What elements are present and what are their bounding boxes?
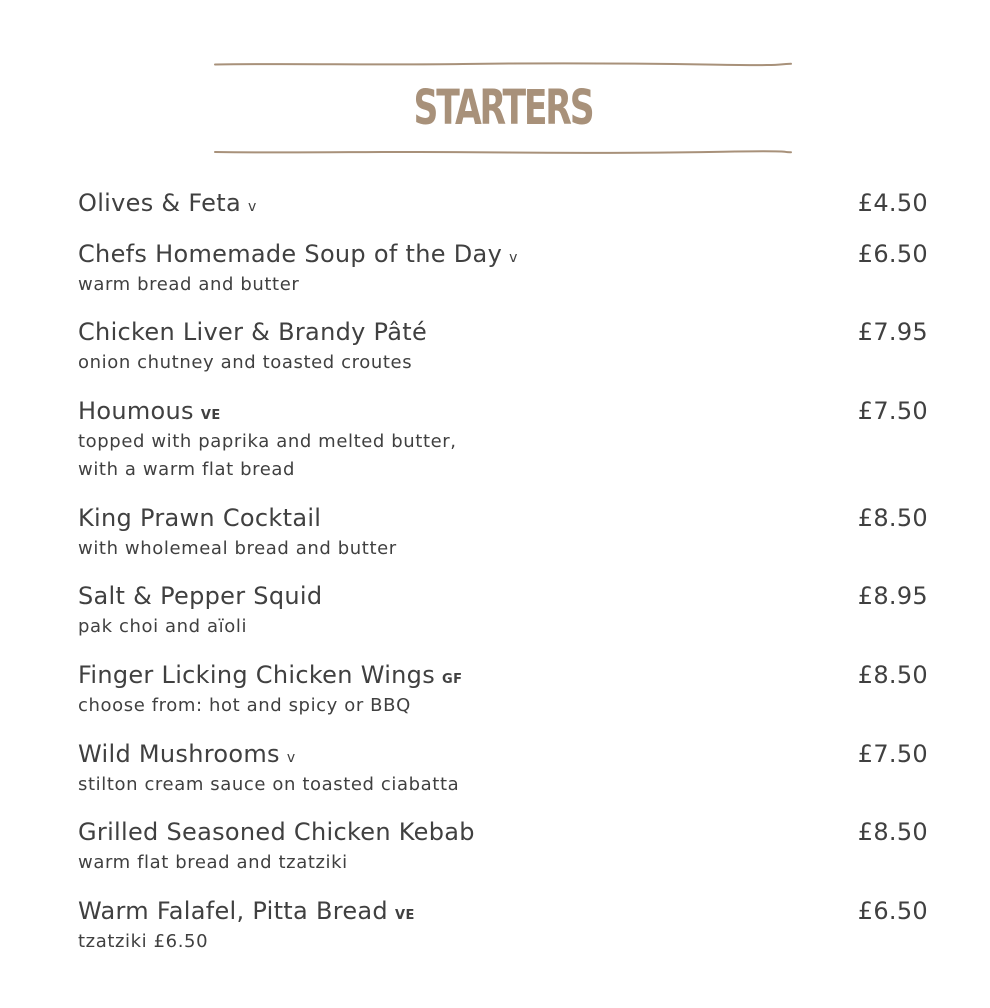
section-title: STARTERS <box>413 80 593 136</box>
dietary-tag: VE <box>200 408 221 423</box>
menu-item <box>78 815 928 877</box>
item-description: with wholemeal bread and butter <box>78 538 397 559</box>
item-name: Chicken Liver & Brandy Pâté <box>78 318 428 346</box>
menu-item <box>78 894 928 956</box>
item-price: £8.95 <box>857 582 928 610</box>
item-description: tzatziki £6.50 <box>78 931 209 952</box>
menu-item <box>78 237 928 299</box>
item-price: £6.50 <box>857 240 928 268</box>
item-price: £6.50 <box>857 897 928 925</box>
item-description: topped with paprika and melted butter, <box>78 431 457 452</box>
menu-item <box>78 579 928 641</box>
item-name: Wild Mushrooms <box>78 740 280 768</box>
item-description: warm flat bread and tzatziki <box>78 852 348 873</box>
dietary-tag: v <box>247 199 257 215</box>
item-name: Salt & Pepper Squid <box>78 582 323 610</box>
menu-item <box>78 737 928 799</box>
item-price: £8.50 <box>857 661 928 689</box>
item-description: choose from: hot and spicy or BBQ <box>78 695 411 716</box>
dietary-tag: v <box>509 250 518 266</box>
menu-item <box>78 315 928 377</box>
item-price: £4.50 <box>857 189 928 217</box>
item-name: Finger Licking Chicken Wings <box>78 661 436 689</box>
menu-item <box>78 186 928 220</box>
item-name: Grilled Seasoned Chicken Kebab <box>78 818 475 846</box>
top-divider <box>213 60 793 68</box>
section-header <box>213 60 793 160</box>
item-name: King Prawn Cocktail <box>78 504 322 532</box>
item-description: stilton cream sauce on toasted ciabatta <box>78 774 460 795</box>
item-name: Olives & Feta <box>78 189 241 217</box>
bottom-divider <box>213 148 793 156</box>
item-description: pak choi and aïoli <box>78 616 248 637</box>
dietary-tag: v <box>286 750 296 766</box>
item-price: £8.50 <box>857 818 928 846</box>
item-description: with a warm flat bread <box>78 459 296 480</box>
item-description: onion chutney and toasted croutes <box>78 352 413 373</box>
item-price: £7.95 <box>857 318 928 346</box>
item-name: Houmous <box>78 397 194 425</box>
menu-item <box>78 394 928 484</box>
menu-item <box>78 658 928 720</box>
dietary-tag: VE <box>394 908 415 923</box>
dietary-tag: GF <box>442 672 463 687</box>
item-price: £8.50 <box>857 504 928 532</box>
item-price: £7.50 <box>857 740 928 768</box>
item-name: Warm Falafel, Pitta Bread <box>78 897 388 925</box>
menu-item <box>78 501 928 563</box>
item-description: warm bread and butter <box>78 274 300 295</box>
item-price: £7.50 <box>857 397 928 425</box>
item-name: Chefs Homemade Soup of the Day <box>78 240 503 268</box>
